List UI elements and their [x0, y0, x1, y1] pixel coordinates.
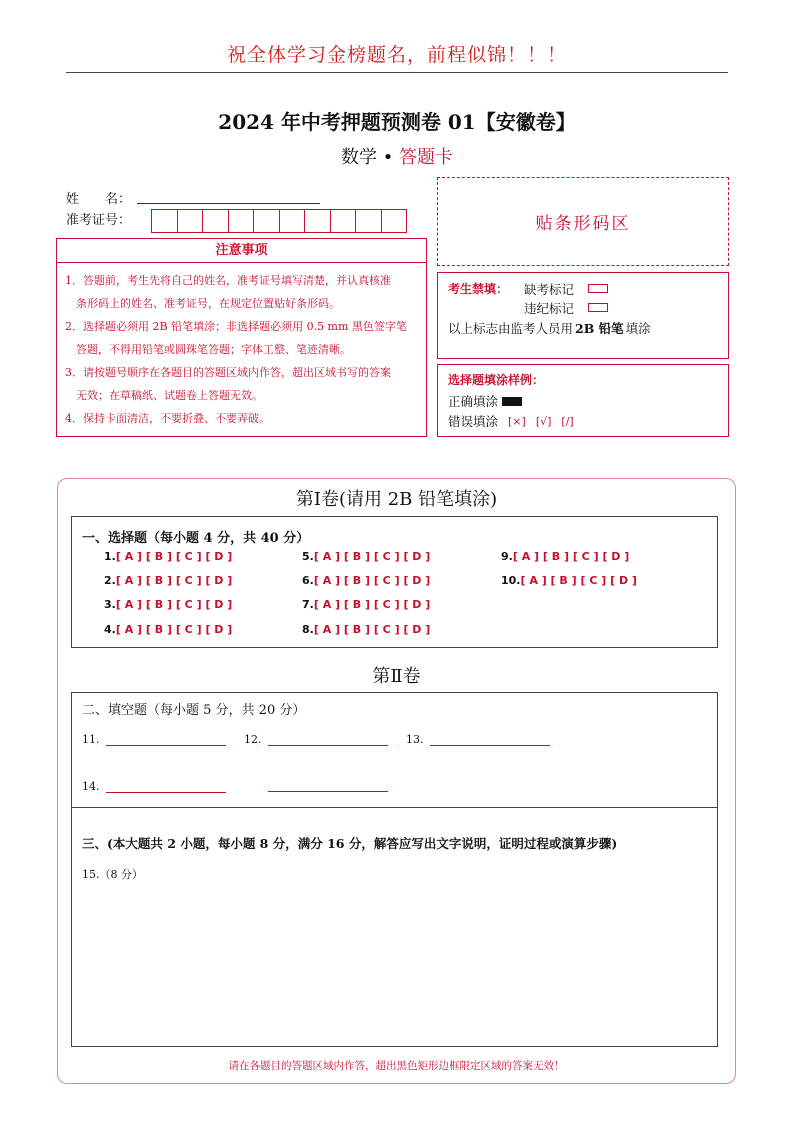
- page-title: 2024 年中考押题预测卷 01【安徽卷】: [218, 110, 576, 134]
- fill-question: 12.: [244, 733, 388, 746]
- mc-question[interactable]: 4.[ A ] [ B ] [ C ] [ D ]: [104, 623, 233, 636]
- wrong-mark-check: [√]: [535, 414, 552, 428]
- notice-item: 条形码上的姓名、准考证号，在规定位置贴好条形码。: [65, 297, 340, 310]
- id-number-boxes[interactable]: [152, 209, 407, 233]
- mc-question[interactable]: 2.[ A ] [ B ] [ C ] [ D ]: [104, 574, 233, 587]
- question-15-label: 15.（8 分）: [82, 868, 143, 881]
- mc-section-title: 一、选择题（每小题 4 分，共 40 分）: [82, 531, 310, 546]
- fill-answer-line[interactable]: [106, 781, 226, 793]
- sample-title: 选择题填涂样例：: [448, 373, 545, 387]
- banner-slogan: 祝全体学习金榜题名，前程似锦！！！: [226, 44, 567, 66]
- subtitle-dot: •: [382, 147, 394, 168]
- id-digit-box[interactable]: [355, 209, 382, 233]
- fill-answer-line[interactable]: [106, 734, 226, 746]
- answer-card-label: 答题卡: [399, 147, 454, 168]
- notice-item: 4．保持卡面清洁，不要折叠、不要弄破。: [65, 412, 270, 425]
- fill-answer-line[interactable]: [430, 734, 550, 746]
- id-digit-box[interactable]: [177, 209, 204, 233]
- part1-title: 第Ⅰ卷(请用 2B 铅笔填涂): [295, 489, 498, 510]
- notice-item: 1．答题前，考生先将自己的姓名，准考证号填写清楚，并认真核准: [65, 274, 391, 287]
- name-field[interactable]: [137, 203, 320, 204]
- name-label: 姓 名：: [66, 192, 132, 207]
- notice-item: 无效；在草稿纸、试题卷上答题无效。: [65, 389, 263, 402]
- proctor-note-bold: 2B 铅笔: [575, 320, 624, 336]
- wrong-mark-slash: [/]: [561, 414, 574, 428]
- id-digit-box[interactable]: [381, 209, 408, 233]
- mc-question[interactable]: 8.[ A ] [ B ] [ C ] [ D ]: [302, 623, 431, 636]
- correct-fill-mark: [502, 397, 522, 406]
- fill-sample-box: [437, 364, 729, 437]
- id-digit-box[interactable]: [330, 209, 357, 233]
- examinee-fill-title: 考生禁填：: [448, 282, 509, 296]
- mc-question[interactable]: 5.[ A ] [ B ] [ C ] [ D ]: [302, 550, 431, 563]
- id-digit-box[interactable]: [202, 209, 229, 233]
- notice-title: 注意事项: [57, 239, 426, 263]
- id-digit-box[interactable]: [279, 209, 306, 233]
- wrong-mark-x: [×]: [508, 414, 526, 428]
- notice-item: 3．请按题号顺序在各题目的答题区域内作答，超出区域书写的答案: [65, 366, 391, 379]
- banner-divider: [66, 72, 728, 73]
- proctor-note-pre: 以上标志由监考人员用: [448, 320, 574, 336]
- barcode-area: [437, 177, 729, 266]
- examinee-fill-box: [437, 272, 729, 359]
- mc-question[interactable]: 1.[ A ] [ B ] [ C ] [ D ]: [104, 550, 233, 563]
- absent-mark-box[interactable]: [588, 284, 608, 293]
- correct-fill-label: 正确填涂: [448, 394, 499, 409]
- notice-box: [56, 238, 427, 437]
- notice-list: [57, 263, 426, 430]
- solution-section-title: 三、(本大题共 2 小题，每小题 8 分，满分 16 分，解答应写出文字说明，证明过程或演算步骤): [82, 836, 618, 851]
- page-subtitle: [0, 143, 794, 169]
- id-digit-box[interactable]: [253, 209, 280, 233]
- solution-section[interactable]: [71, 807, 718, 1047]
- fill-question: 14.: [82, 780, 226, 793]
- fill-section-title: 二、填空题（每小题 5 分，共 20 分）: [82, 703, 306, 718]
- wrong-fill-label: 错误填涂: [448, 414, 499, 429]
- fill-answer-line[interactable]: [268, 780, 388, 792]
- id-digit-box[interactable]: [228, 209, 255, 233]
- part2-title: 第Ⅱ卷: [372, 666, 421, 687]
- fill-question: 11.: [82, 733, 226, 746]
- footer-warning: 请在各题目的答题区域内作答，超出黑色矩形边框限定区域的答案无效！: [228, 1060, 565, 1072]
- notice-item: 答题，不得用铅笔或圆珠笔答题；字体工整、笔迹清晰。: [65, 343, 351, 356]
- fill-answer-line[interactable]: [268, 734, 388, 746]
- fill-blank-section: [71, 692, 718, 808]
- mc-question[interactable]: 3.[ A ] [ B ] [ C ] [ D ]: [104, 598, 233, 611]
- absent-label: 缺考标记: [524, 281, 575, 297]
- subject-label: 数学: [340, 147, 377, 168]
- id-digit-box[interactable]: [151, 209, 178, 233]
- mc-question[interactable]: 7.[ A ] [ B ] [ C ] [ D ]: [302, 598, 431, 611]
- id-digit-box[interactable]: [304, 209, 331, 233]
- proctor-note-post: 填涂: [625, 320, 651, 336]
- mc-question[interactable]: 10.[ A ] [ B ] [ C ] [ D ]: [501, 574, 637, 587]
- barcode-label: 贴条形码区: [535, 214, 631, 234]
- fill-question: 13.: [406, 733, 550, 746]
- multiple-choice-section: [71, 516, 718, 648]
- id-label: 准考证号：: [66, 213, 132, 228]
- violation-label: 违纪标记: [524, 300, 575, 316]
- mc-question[interactable]: 9.[ A ] [ B ] [ C ] [ D ]: [501, 550, 630, 563]
- mc-question[interactable]: 6.[ A ] [ B ] [ C ] [ D ]: [302, 574, 431, 587]
- fill-extra-line: [262, 780, 388, 792]
- violation-mark-box[interactable]: [588, 303, 608, 312]
- notice-item: 2．选择题必须用 2B 铅笔填涂；非选择题必须用 0.5 mm 黑色签字笔: [65, 320, 407, 333]
